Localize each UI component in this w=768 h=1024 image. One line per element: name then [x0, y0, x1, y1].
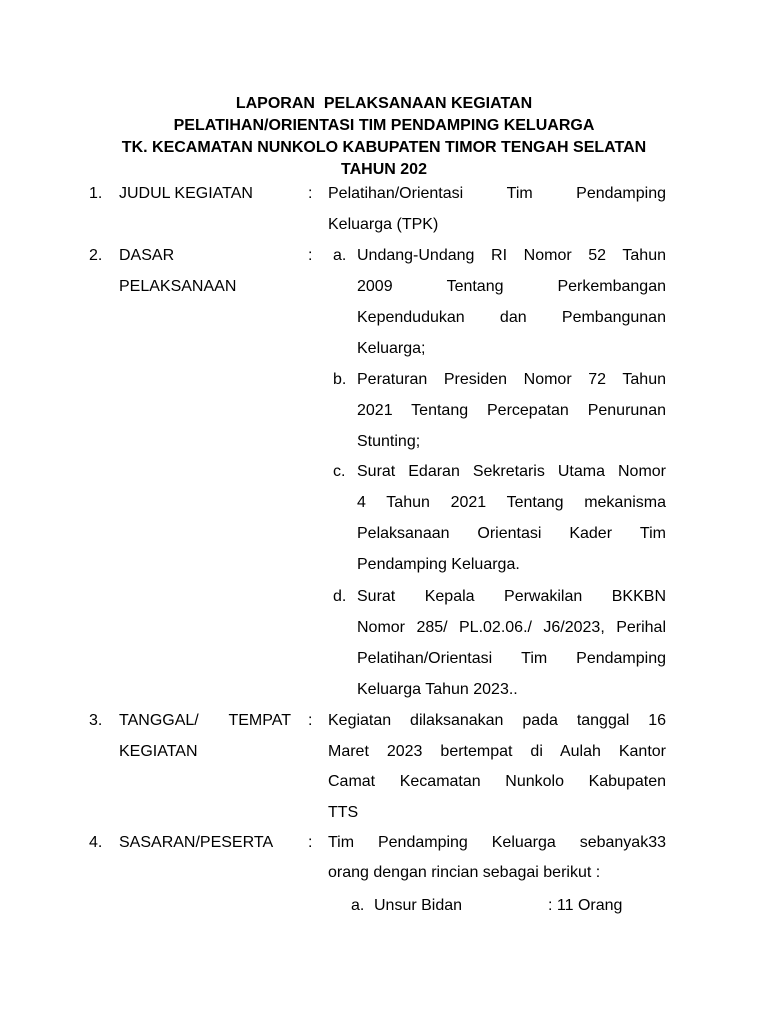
title-line-1: LAPORAN PELAKSANAAN KEGIATAN: [235, 95, 533, 112]
word: Pendamping: [576, 650, 666, 667]
word: BKKBN: [611, 588, 666, 605]
item-4a-value: : 11 Orang: [548, 897, 623, 914]
item-2d-letter: d.: [333, 588, 347, 605]
item-2c-line-1: [357, 456, 666, 487]
item-1-value-line-2: Keluarga (TPK): [328, 216, 439, 233]
item-4-number: 4.: [89, 834, 103, 851]
title-line-4: TAHUN 202: [341, 161, 427, 178]
word: Pelaksanaan: [357, 525, 450, 542]
item-3-colon: :: [308, 712, 313, 729]
item-2a-line-3: [357, 302, 666, 333]
item-3-value-line-2: [328, 736, 666, 767]
word: Perkembangan: [557, 278, 666, 295]
item-1-colon: :: [308, 185, 313, 202]
word: Tim: [639, 525, 666, 542]
title-line-3: TK. KECAMATAN NUNKOLO KABUPATEN TIMOR TENGAH SELATAN: [121, 139, 647, 156]
item-2d-line-1: [357, 581, 666, 612]
word: 2009: [357, 278, 393, 295]
item-2b-line-3: Stunting;: [357, 433, 421, 450]
word: TANGGAL/: [119, 712, 199, 729]
item-2c-letter: c.: [333, 463, 346, 480]
word: Kader: [569, 525, 613, 542]
line-text: Tim Pendamping Keluarga sebanyak33: [328, 834, 666, 851]
word: Tentang: [446, 278, 504, 295]
line-text: Undang-Undang RI Nomor 52 Tahun: [357, 247, 666, 264]
word: dan: [499, 309, 527, 326]
word: Kepala: [424, 588, 475, 605]
item-3-value-line-1: [328, 705, 666, 736]
item-1-label: JUDUL KEGIATAN: [119, 185, 253, 202]
item-3-number: 3.: [89, 712, 103, 729]
item-2-label-line-1: DASAR: [119, 247, 175, 264]
line-text: Peraturan Presiden Nomor 72 Tahun: [357, 371, 666, 388]
item-2a-letter: a.: [333, 247, 347, 264]
word: Tim: [521, 650, 548, 667]
item-2c-line-4: Pendamping Keluarga.: [357, 556, 520, 573]
item-2b-line-2: [357, 395, 666, 426]
line-text: Maret 2023 bertempat di Aulah Kantor: [328, 743, 666, 760]
item-2b-letter: b.: [333, 371, 347, 388]
item-4-value-line-2: orang dengan rincian sebagai berikut :: [328, 864, 601, 881]
word: Perwakilan: [504, 588, 583, 605]
item-1-value-line-1: [328, 178, 666, 209]
line-text: 2021 Tentang Percepatan Penurunan: [357, 402, 666, 419]
word: Pembangunan: [561, 309, 666, 326]
item-4a-letter: a.: [351, 897, 365, 914]
item-4-value-line-1: [328, 827, 666, 858]
word: Tim: [506, 185, 533, 202]
item-4a-label: Unsur Bidan: [374, 897, 463, 914]
item-2-number: 2.: [89, 247, 103, 264]
item-4-label: SASARAN/PESERTA: [119, 834, 274, 851]
item-2d-line-4: Keluarga Tahun 2023..: [357, 681, 518, 698]
word: Kependudukan: [357, 309, 465, 326]
item-2a-line-4: Keluarga;: [357, 340, 426, 357]
item-3-label-line-1: [119, 705, 291, 736]
item-2d-line-3: [357, 643, 666, 674]
item-2d-line-2: [357, 612, 666, 643]
item-1-number: 1.: [89, 185, 103, 202]
word: Pelatihan/Orientasi: [328, 185, 464, 202]
title-line-2: PELATIHAN/ORIENTASI TIM PENDAMPING KELUARGA: [173, 117, 595, 134]
line-text: Camat Kecamatan Nunkolo Kabupaten: [328, 773, 666, 790]
line-text: Nomor 285/ PL.02.06./ J6/2023, Perihal: [357, 619, 666, 636]
item-2-colon: :: [308, 247, 313, 264]
word: Surat: [357, 588, 396, 605]
word: Orientasi: [477, 525, 542, 542]
item-2-label-line-2: PELAKSANAAN: [119, 278, 237, 295]
word: Pendamping: [576, 185, 666, 202]
line-text: Surat Edaran Sekretaris Utama Nomor: [357, 463, 666, 480]
line-text: Kegiatan dilaksanakan pada tanggal 16: [328, 712, 666, 729]
report-title: [0, 93, 768, 181]
word: TEMPAT: [228, 712, 291, 729]
word: Pelatihan/Orientasi: [357, 650, 493, 667]
item-2c-line-2: [357, 487, 666, 518]
item-2a-line-1: [357, 240, 666, 271]
item-4-colon: :: [308, 834, 313, 851]
item-2c-line-3: [357, 518, 666, 549]
item-2b-line-1: [357, 364, 666, 395]
item-2a-line-2: [357, 271, 666, 302]
item-3-label-line-2: KEGIATAN: [119, 743, 198, 760]
item-3-value-line-3: [328, 766, 666, 797]
line-text: 4 Tahun 2021 Tentang mekanisma: [357, 494, 666, 511]
item-3-value-line-4: TTS: [328, 804, 359, 821]
